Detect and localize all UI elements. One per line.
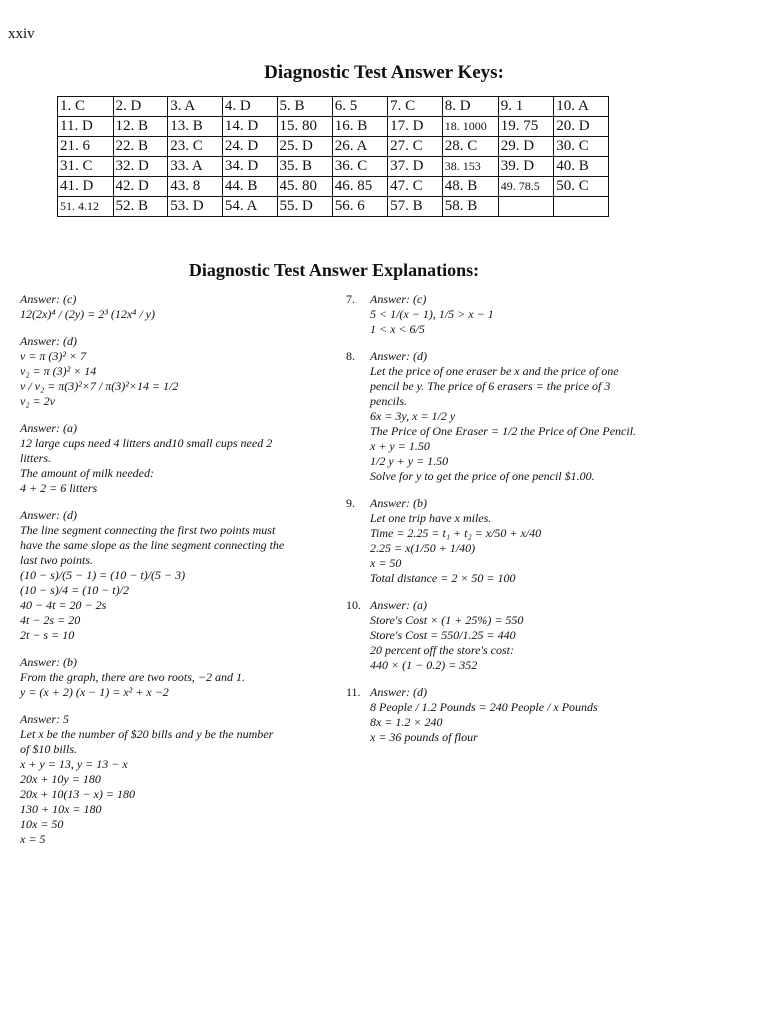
answer-key-cell: 1. C — [58, 97, 114, 117]
answer-key-cell: 57. B — [388, 197, 443, 217]
explanation-line: From the graph, there are two roots, −2 and 1. — [20, 670, 245, 684]
answer-key-cell: 37. D — [388, 157, 443, 177]
explanation-line: 12 large cups need 4 litters and10 small cups need 2 — [20, 436, 273, 450]
explanation-block — [20, 334, 320, 409]
explanation-line: v / v₂ = π(3)²×7 / π(3)²×14 = 1/2 — [20, 379, 179, 393]
explanation-line: Let x be the number of $20 bills and y be the number — [20, 727, 274, 741]
answer-label: Answer: (d) — [20, 508, 77, 522]
answer-key-cell: 26. A — [332, 137, 387, 157]
answer-key-cell: 49. 78.5 — [498, 177, 554, 197]
answer-key-row — [58, 197, 609, 217]
answer-key-cell: 2. D — [113, 97, 168, 117]
explanation-line: Solve for y to get the price of one pencil $1.00. — [370, 469, 595, 483]
explanation-line: x + y = 1.50 — [370, 439, 430, 453]
explanation-line: 8x = 1.2 × 240 — [370, 715, 443, 729]
answer-key-cell: 40. B — [554, 157, 609, 177]
answer-key-cell: 35. B — [277, 157, 332, 177]
explanation-line: of $10 bills. — [20, 742, 78, 756]
explanation-line: 20 percent off the store's cost: — [370, 643, 514, 657]
answer-key-cell: 16. B — [332, 117, 387, 137]
answer-key-cell: 21. 6 — [58, 137, 114, 157]
answer-label: Answer: (b) — [370, 496, 427, 510]
explanation-line: last two points. — [20, 553, 94, 567]
answer-key-cell: 12. B — [113, 117, 168, 137]
explanation-line: v = π (3)² × 7 — [20, 349, 87, 363]
question-number: 7. — [346, 292, 355, 306]
explanation-line: Store's Cost × (1 + 25%) = 550 — [370, 613, 524, 627]
explanation-line: x = 50 — [370, 556, 402, 570]
explanation-block — [346, 292, 646, 337]
explanation-block — [346, 685, 646, 745]
answer-key-cell: 3. A — [168, 97, 223, 117]
answer-key-cell: 13. B — [168, 117, 223, 137]
answer-key-cell: 18. 1000 — [442, 117, 498, 137]
answer-key-cell: 27. C — [388, 137, 443, 157]
explanation-line: 12(2x)⁴ / (2y) = 2³ (12x⁴ / y) — [20, 307, 155, 321]
answer-key-cell: 33. A — [168, 157, 223, 177]
explanation-line: 20x + 10y = 180 — [20, 772, 101, 786]
explanation-line: 1/2 y + y = 1.50 — [370, 454, 449, 468]
explanation-line: Time = 2.25 = t₁ + t₂ = x/50 + x/40 — [370, 526, 542, 540]
explanations-right-column — [346, 292, 646, 757]
answer-key-cell: 38. 153 — [442, 157, 498, 177]
answer-key-cell: 31. C — [58, 157, 114, 177]
explanation-line: The Price of One Eraser = 1/2 the Price of One Pencil. — [370, 424, 637, 438]
explanation-line: 2t − s = 10 — [20, 628, 75, 642]
explanation-line: 10x = 50 — [20, 817, 64, 831]
answer-key-cell: 14. D — [222, 117, 277, 137]
explanation-line: x = 36 pounds of flour — [370, 730, 478, 744]
answer-key-cell: 19. 75 — [498, 117, 554, 137]
answer-keys-title: Diagnostic Test Answer Keys: — [264, 62, 504, 83]
answer-label: Answer: (a) — [370, 598, 427, 612]
explanation-line: x + y = 13, y = 13 − x — [20, 757, 128, 771]
question-number: 10. — [346, 598, 361, 612]
answer-key-table — [57, 96, 609, 217]
answer-key-cell: 50. C — [554, 177, 609, 197]
explanation-line: 1 < x < 6/5 — [370, 322, 425, 336]
explanation-line: (10 − s)/4 = (10 − t)/2 — [20, 583, 129, 597]
explanation-line: The line segment connecting the first two points must — [20, 523, 276, 537]
answer-label: Answer: (d) — [370, 349, 427, 363]
answer-key-cell: 9. 1 — [498, 97, 554, 117]
explanation-line: 6x = 3y, x = 1/2 y — [370, 409, 456, 423]
answer-key-cell: 11. D — [58, 117, 114, 137]
answer-key-cell: 10. A — [554, 97, 609, 117]
answer-key-cell: 42. D — [113, 177, 168, 197]
answer-key-cell: 6. 5 — [332, 97, 387, 117]
answer-key-cell: 29. D — [498, 137, 554, 157]
answer-key-cell: 25. D — [277, 137, 332, 157]
explanation-line: The amount of milk needed: — [20, 466, 154, 480]
answer-key-cell: 52. B — [113, 197, 168, 217]
explanation-block — [20, 421, 320, 496]
explanation-line: x = 5 — [20, 832, 46, 846]
answer-key-cell: 47. C — [388, 177, 443, 197]
explanation-line: Let one trip have x miles. — [370, 511, 492, 525]
answer-label: Answer: (d) — [370, 685, 427, 699]
question-number: 9. — [346, 496, 355, 510]
answer-key-cell: 23. C — [168, 137, 223, 157]
answer-label: Answer: (c) — [20, 292, 77, 306]
explanations-title: Diagnostic Test Answer Explanations: — [188, 260, 480, 280]
explanation-line: Store's Cost = 550/1.25 = 440 — [370, 628, 516, 642]
answer-key-row — [58, 97, 609, 117]
answer-key-cell: 45. 80 — [277, 177, 332, 197]
answer-label: Answer: (c) — [370, 292, 427, 306]
answer-key-cell: 24. D — [222, 137, 277, 157]
answer-key-cell — [554, 197, 609, 217]
answer-key-cell: 15. 80 — [277, 117, 332, 137]
answer-key-cell: 20. D — [554, 117, 609, 137]
explanation-block — [20, 712, 320, 847]
explanation-block — [346, 349, 646, 484]
answer-key-cell: 53. D — [168, 197, 223, 217]
answer-key-cell: 7. C — [388, 97, 443, 117]
explanation-line: (10 − s)/(5 − 1) = (10 − t)/(5 − 3) — [20, 568, 186, 582]
answer-key-cell: 4. D — [222, 97, 277, 117]
answer-key-cell: 39. D — [498, 157, 554, 177]
explanation-line: 8 People / 1.2 Pounds = 240 People / x Pounds — [370, 700, 598, 714]
explanations-left-column — [20, 292, 320, 859]
answer-key-cell: 5. B — [277, 97, 332, 117]
explanation-line: 2.25 = x(1/50 + 1/40) — [370, 541, 476, 555]
answer-key-cell: 32. D — [113, 157, 168, 177]
explanation-line: v₂ = π (3)² × 14 — [20, 364, 97, 378]
question-number: 11. — [346, 685, 361, 699]
answer-key-cell: 56. 6 — [332, 197, 387, 217]
answer-label: Answer: 5 — [20, 712, 69, 726]
explanation-block — [346, 496, 646, 586]
explanation-line: pencils. — [370, 394, 407, 408]
explanation-block — [20, 508, 320, 643]
answer-key-cell: 46. 85 — [332, 177, 387, 197]
explanation-line: pencil be y. The price of 6 erasers = the price of 3 — [370, 379, 611, 393]
explanation-line: 4 + 2 = 6 litters — [20, 481, 98, 495]
explanation-line: 440 × (1 − 0.2) = 352 — [370, 658, 478, 672]
explanation-line: y = (x + 2) (x − 1) = x² + x −2 — [20, 685, 169, 699]
answer-key-cell: 30. C — [554, 137, 609, 157]
answer-key-cell: 22. B — [113, 137, 168, 157]
answer-key-cell: 34. D — [222, 157, 277, 177]
explanation-line: litters. — [20, 451, 52, 465]
answer-label: Answer: (b) — [20, 655, 77, 669]
answer-key-cell: 48. B — [442, 177, 498, 197]
explanation-line: 4t − 2s = 20 — [20, 613, 81, 627]
explanation-block — [20, 655, 320, 700]
answer-key-cell: 36. C — [332, 157, 387, 177]
answer-label: Answer: (d) — [20, 334, 77, 348]
explanation-line: 20x + 10(13 − x) = 180 — [20, 787, 135, 801]
answer-key-cell: 44. B — [222, 177, 277, 197]
explanation-line: Let the price of one eraser be x and the price of one — [370, 364, 619, 378]
explanation-line: 40 − 4t = 20 − 2s — [20, 598, 107, 612]
explanation-line: have the same slope as the line segment connecting the — [20, 538, 285, 552]
answer-key-cell: 54. A — [222, 197, 277, 217]
answer-key-row — [58, 117, 609, 137]
explanation-line: Total distance = 2 × 50 = 100 — [370, 571, 516, 585]
answer-key-row — [58, 157, 609, 177]
explanation-line: 5 < 1/(x − 1), 1/5 > x − 1 — [370, 307, 494, 321]
answer-key-cell: 58. B — [442, 197, 498, 217]
explanation-block — [20, 292, 320, 322]
answer-key-cell: 51. 4.12 — [58, 197, 114, 217]
explanation-line: v₂ = 2v — [20, 394, 55, 408]
answer-label: Answer: (a) — [20, 421, 77, 435]
answer-key-row — [58, 137, 609, 157]
answer-key-cell: 43. 8 — [168, 177, 223, 197]
answer-key-cell — [498, 197, 554, 217]
explanation-line: 130 + 10x = 180 — [20, 802, 102, 816]
page-number: xxiv — [8, 26, 35, 42]
question-number: 8. — [346, 349, 355, 363]
answer-key-cell: 8. D — [442, 97, 498, 117]
answer-key-cell: 28. C — [442, 137, 498, 157]
answer-key-row — [58, 177, 609, 197]
explanation-block — [346, 598, 646, 673]
answer-key-cell: 41. D — [58, 177, 114, 197]
answer-key-cell: 55. D — [277, 197, 332, 217]
answer-key-cell: 17. D — [388, 117, 443, 137]
